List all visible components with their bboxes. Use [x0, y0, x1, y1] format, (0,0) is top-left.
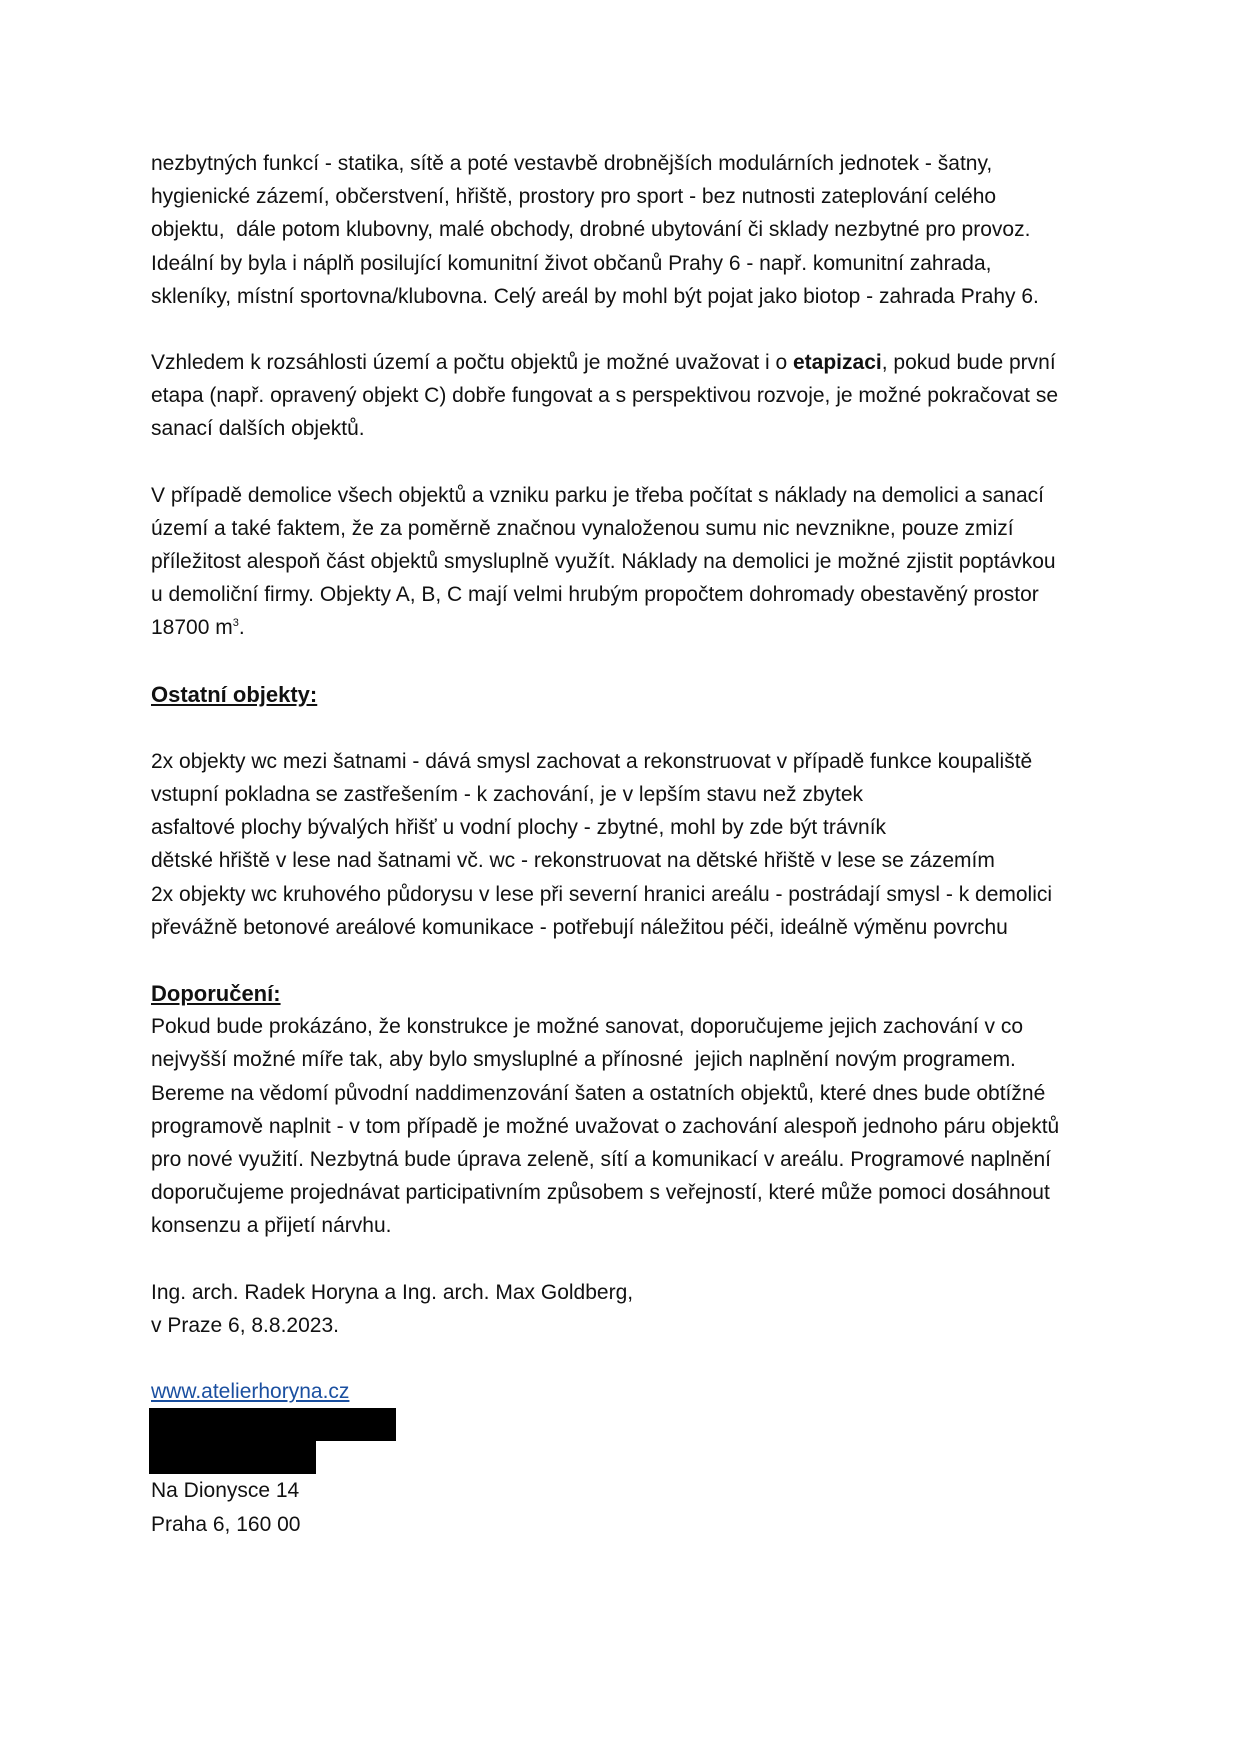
etapizace-bold-term: etapizaci — [793, 351, 882, 375]
contact-block — [151, 1375, 1111, 1541]
signature-authors: Ing. arch. Radek Horyna a Ing. arch. Max Goldberg, — [151, 1280, 634, 1304]
intro-line: objektu, dále potom klubovny, malé obchody, drobné ubytování či sklady nezbytné pro provoz. — [151, 218, 1031, 242]
volume-value: 18700 m — [151, 616, 233, 640]
list-item: asfaltové plochy bývalých hřišť u vodní plochy - zbytné, mohl by zde být trávník — [151, 816, 887, 840]
etapizace-text-after: , pokud bude první — [881, 351, 1056, 375]
address-city: Praha 6, 160 00 — [151, 1512, 301, 1536]
demolice-line: V případě demolice všech objektů a vzniku parku je třeba počítat s náklady na demolici a sanací — [151, 483, 1045, 507]
doporuceni-line: pro nové využití. Nezbytná bude úprava zeleně, sítí a komunikací v areálu. Programové naplnění — [151, 1148, 1052, 1172]
redacted-block — [149, 1441, 316, 1474]
etapizace-paragraph — [151, 346, 1111, 446]
document-page — [151, 147, 1111, 1541]
doporuceni-line: programově naplnit - v tom případě je možné uvažovat o zachování alespoň jednoho páru objektů — [151, 1114, 1060, 1138]
volume-end: . — [238, 616, 245, 640]
doporuceni-line: Bereme na vědomí původní naddimenzování šaten a ostatních objektů, které dnes bude obtížné — [151, 1081, 1046, 1105]
doporuceni-line: Pokud bude prokázáno, že konstrukce je možné sanovat, doporučujeme jejich zachování v co — [151, 1015, 1024, 1039]
website-line — [151, 1375, 1111, 1408]
doporuceni-line: nejvyšší možné míře tak, aby bylo smysluplné a přínosné jejich naplnění novým programem. — [151, 1048, 1016, 1072]
demolice-paragraph — [151, 479, 1111, 645]
website-link[interactable]: www.atelierhoryna.cz — [151, 1380, 350, 1404]
redacted-block — [149, 1408, 396, 1441]
list-item: dětské hřiště v lese nad šatnami vč. wc - rekonstruovat na dětské hřiště v lese se zázemím — [151, 849, 995, 873]
doporuceni-line: konsenzu a přijetí nárvhu. — [151, 1214, 392, 1238]
list-item: 2x objekty wc kruhového půdorysu v lese při severní hranici areálu - postrádají smysl - k demolici — [151, 882, 1053, 906]
demolice-line: území a také faktem, že za poměrně značnou vynaloženou sumu nic nevznikne, pouze zmizí — [151, 516, 1014, 540]
volume-unit-superscript: 3 — [232, 617, 239, 630]
address-street: Na Dionysce 14 — [151, 1479, 300, 1503]
intro-paragraph — [151, 147, 1111, 313]
signature-place-date: v Praze 6, 8.8.2023. — [151, 1313, 339, 1337]
doporuceni-paragraph — [151, 1010, 1111, 1242]
demolice-line: u demoliční firmy. Objekty A, B, C mají velmi hrubým propočtem dohromady obestavěný prostor — [151, 583, 1039, 607]
etapizace-line — [151, 346, 1111, 379]
etapizace-line: sanací dalších objektů. — [151, 417, 365, 441]
intro-line: hygienické zázemí, občerstvení, hřiště, prostory pro sport - bez nutnosti zateplování celého — [151, 185, 997, 209]
intro-line: skleníky, místní sportovna/klubovna. Celý areál by mohl být pojat jako biotop - zahrada Prahy 6. — [151, 284, 1039, 308]
ostatni-objekty-heading: Ostatní objekty: — [151, 681, 318, 707]
intro-line: Ideální by byla i náplň posilující komunitní život občanů Prahy 6 - např. komunitní zahrada, — [151, 251, 992, 275]
ostatni-objekty-list — [151, 745, 1111, 944]
etapizace-line: etapa (např. opravený objekt C) dobře fungovat a s perspektivou rozvoje, je možné pokračovat se — [151, 384, 1059, 408]
doporuceni-line: doporučujeme projednávat participativním způsobem s veřejností, které může pomoci dosáhnout — [151, 1181, 1050, 1205]
demolice-volume-line — [151, 611, 1111, 644]
signature-block — [151, 1276, 1111, 1342]
etapizace-text-before: Vzhledem k rozsáhlosti území a počtu objektů je možné uvažovat i o — [151, 351, 793, 375]
intro-line: nezbytných funkcí - statika, sítě a poté vestavbě drobnějších modulárních jednotek - šatny, — [151, 152, 993, 175]
demolice-line: příležitost alespoň část objektů smysluplně využít. Náklady na demolici je možné zjistit poptávkou — [151, 550, 1056, 574]
list-item: vstupní pokladna se zastřešením - k zachování, je v lepším stavu než zbytek — [151, 783, 864, 807]
doporuceni-heading: Doporučení: — [151, 981, 281, 1007]
list-item: převážně betonové areálové komunikace - potřebují náležitou péči, ideálně výměnu povrchu — [151, 915, 1008, 939]
list-item: 2x objekty wc mezi šatnami - dává smysl zachovat a rekonstruovat v případě funkce koupaliště — [151, 749, 1033, 773]
